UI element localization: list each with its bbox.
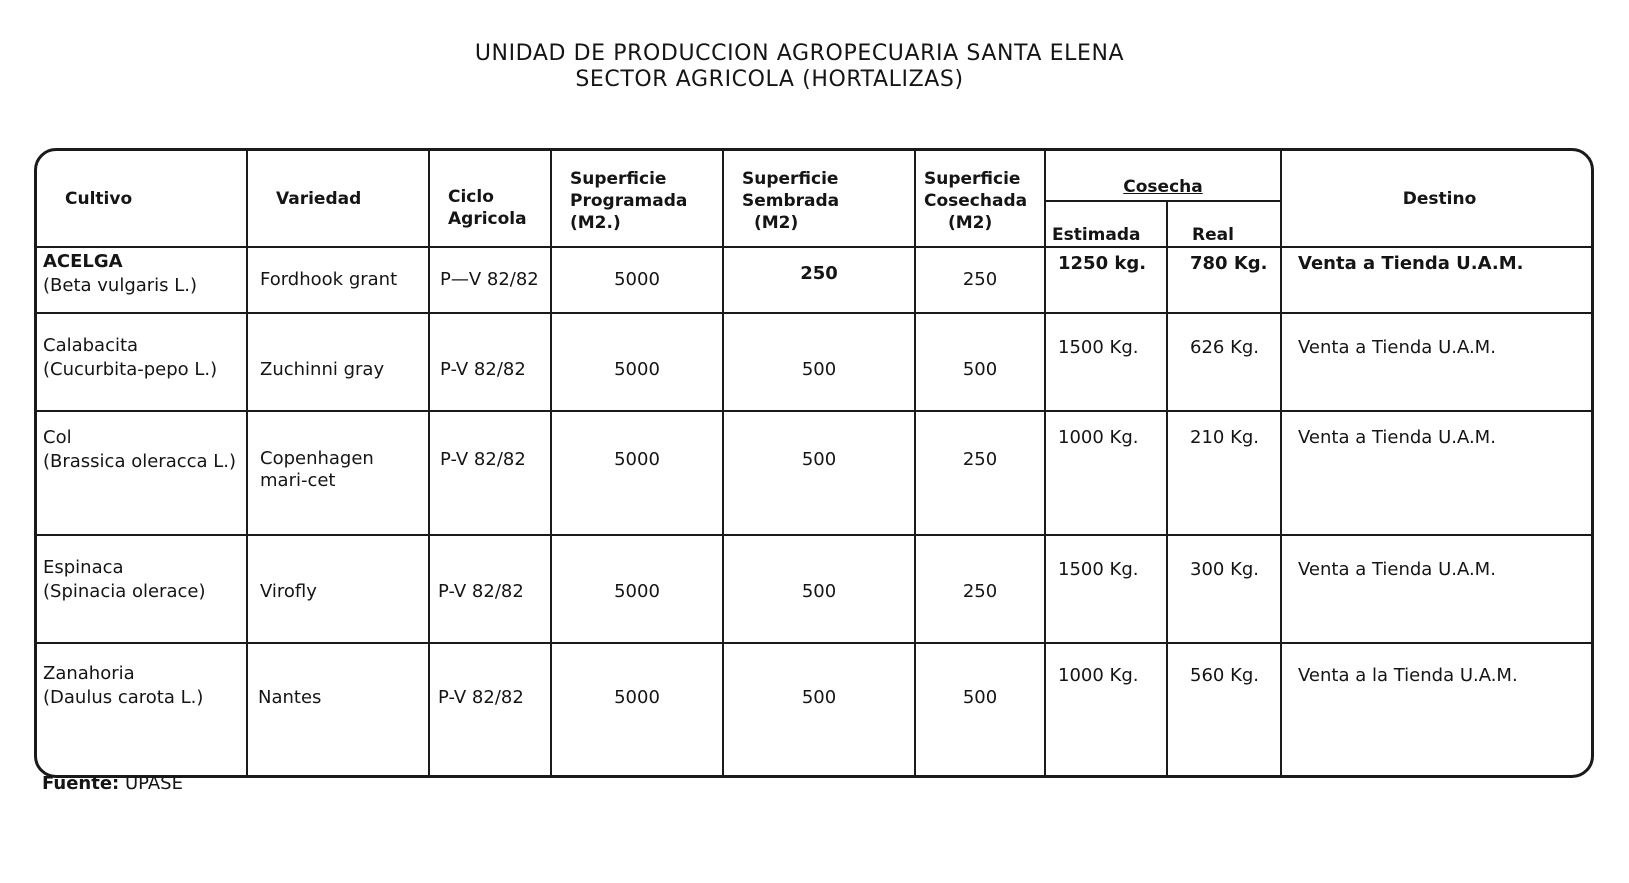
cultivo-scientific: (Brassica oleracca L.) <box>43 451 237 472</box>
sembrada-cell: 500 <box>723 411 915 535</box>
header-real: Real <box>1167 201 1281 247</box>
cultivo-name: Calabacita <box>43 335 139 356</box>
programada-cell: 5000 <box>551 247 723 313</box>
cosechada-cell: 500 <box>915 313 1045 411</box>
header-superficie-programada <box>551 151 723 247</box>
table-row <box>37 247 1594 313</box>
real-cell: 780 Kg. <box>1167 247 1281 313</box>
table-row <box>37 313 1594 411</box>
real-cell: 626 Kg. <box>1167 313 1281 411</box>
cultivo-scientific: (Spinacia olerace) <box>43 581 206 602</box>
header-sup-semb-line1: Superficie <box>742 168 839 189</box>
header-sup-prog-line1: Superficie <box>570 168 667 189</box>
estimada-cell: 1000 Kg. <box>1045 643 1167 775</box>
source-value: UPASE <box>124 773 183 794</box>
variedad-cell: Copenhagen mari-cet <box>247 411 429 535</box>
programada-cell: 5000 <box>551 535 723 643</box>
cultivo-scientific: (Daulus carota L.) <box>43 687 204 708</box>
cosechada-cell: 250 <box>915 411 1045 535</box>
table-row <box>37 411 1594 535</box>
cultivo-cell <box>37 247 247 313</box>
variedad-cell: Virofly <box>247 535 429 643</box>
source-note <box>42 773 183 794</box>
destino-cell: Venta a Tienda U.A.M. <box>1281 411 1594 535</box>
header-cultivo: Cultivo <box>37 151 247 247</box>
header-cosecha <box>1045 151 1281 201</box>
cultivo-scientific: (Beta vulgaris L.) <box>43 275 198 296</box>
programada-cell: 5000 <box>551 411 723 535</box>
destino-cell: Venta a Tienda U.A.M. <box>1281 313 1594 411</box>
header-sup-semb-line2: Sembrada <box>742 190 840 211</box>
sembrada-cell: 500 <box>723 535 915 643</box>
table-row <box>37 643 1594 775</box>
cultivo-name: Espinaca <box>43 557 124 578</box>
ciclo-cell: P-V 82/82 <box>429 643 551 775</box>
header-sup-semb-line3: (M2) <box>754 212 799 233</box>
ciclo-cell: P—V 82/82 <box>429 247 551 313</box>
header-superficie-sembrada <box>723 151 915 247</box>
estimada-cell: 1250 kg. <box>1045 247 1167 313</box>
sembrada-cell: 250 <box>723 247 915 313</box>
sembrada-cell: 500 <box>723 313 915 411</box>
destino-cell: Venta a Tienda U.A.M. <box>1281 247 1594 313</box>
destino-cell: Venta a la Tienda U.A.M. <box>1281 643 1594 775</box>
real-cell: 560 Kg. <box>1167 643 1281 775</box>
variedad-cell: Nantes <box>247 643 429 775</box>
ciclo-cell: P-V 82/82 <box>429 411 551 535</box>
header-ciclo <box>429 151 551 247</box>
cultivo-name: Col <box>43 427 72 448</box>
cosechada-cell: 250 <box>915 535 1045 643</box>
header-sup-cos-line1: Superficie <box>924 168 1021 189</box>
cultivo-cell <box>37 313 247 411</box>
ciclo-cell: P-V 82/82 <box>429 535 551 643</box>
header-superficie-cosechada <box>915 151 1045 247</box>
header-sup-cos-line3: (M2) <box>948 212 993 233</box>
estimada-cell: 1500 Kg. <box>1045 535 1167 643</box>
header-sup-cos-line2: Cosechada <box>924 190 1028 211</box>
cultivo-name: ACELGA <box>43 251 123 272</box>
source-label: Fuente: <box>42 773 120 794</box>
estimada-cell: 1500 Kg. <box>1045 313 1167 411</box>
header-sup-prog-line2: Programada <box>570 190 688 211</box>
header-ciclo-line2: Agricola <box>448 208 527 229</box>
cosechada-cell: 500 <box>915 643 1045 775</box>
variedad-cell: Fordhook grant <box>247 247 429 313</box>
header-sup-prog-line3: (M2.) <box>570 212 621 233</box>
cultivo-cell <box>37 643 247 775</box>
table-row <box>37 535 1594 643</box>
cultivo-scientific: (Cucurbita-pepo L.) <box>43 359 218 380</box>
cultivo-cell <box>37 411 247 535</box>
cultivo-name: Zanahoria <box>43 663 135 684</box>
estimada-cell: 1000 Kg. <box>1045 411 1167 535</box>
header-cosecha-label: Cosecha <box>1123 177 1203 197</box>
destino-cell: Venta a Tienda U.A.M. <box>1281 535 1594 643</box>
programada-cell: 5000 <box>551 313 723 411</box>
real-cell: 210 Kg. <box>1167 411 1281 535</box>
document-title: UNIDAD DE PRODUCCION AGROPECUARIA SANTA ELENA <box>474 41 1125 66</box>
header-estimada: Estimada <box>1045 201 1167 247</box>
header-ciclo-line1: Ciclo <box>448 186 494 207</box>
variedad-cell: Zuchinni gray <box>247 313 429 411</box>
header-variedad: Variedad <box>247 151 429 247</box>
header-destino: Destino <box>1281 151 1594 247</box>
real-cell: 300 Kg. <box>1167 535 1281 643</box>
ciclo-cell: P-V 82/82 <box>429 313 551 411</box>
cosechada-cell: 250 <box>915 247 1045 313</box>
programada-cell: 5000 <box>551 643 723 775</box>
document-subtitle: SECTOR AGRICOLA (HORTALIZAS) <box>575 67 964 92</box>
cultivo-cell <box>37 535 247 643</box>
sembrada-cell: 500 <box>723 643 915 775</box>
production-table-frame <box>34 148 1594 778</box>
production-table <box>37 151 1594 775</box>
